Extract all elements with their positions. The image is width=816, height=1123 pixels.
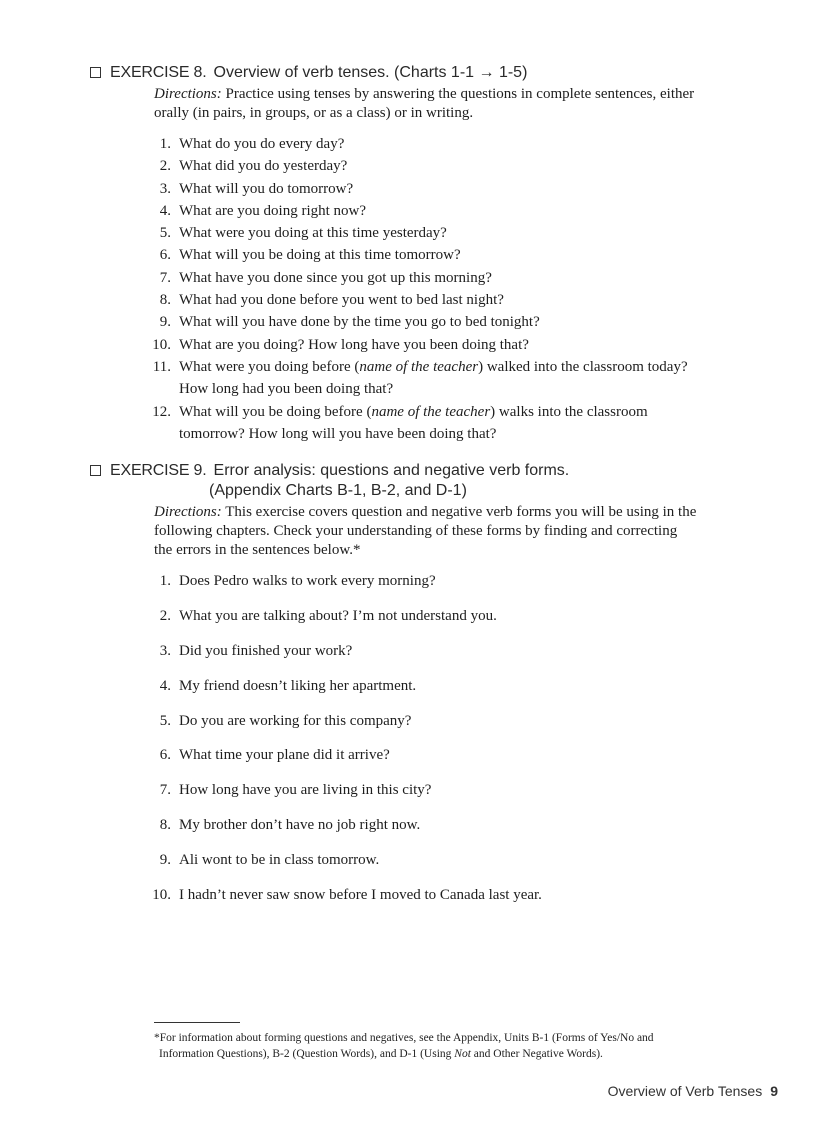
exercise-8-label: EXERCISE 8. xyxy=(110,64,207,81)
list-item xyxy=(143,815,783,850)
item-text: What did you do yesterday? xyxy=(179,158,348,175)
exercise-9-subtitle: (Appendix Charts B-1, B-2, and D-1) xyxy=(209,482,467,499)
list-item xyxy=(143,850,783,885)
item-text: What will you be doing at this time tomorrow? xyxy=(179,247,461,264)
directions-label: Directions: xyxy=(154,504,222,520)
item-text: My brother don’t have no job right now. xyxy=(179,817,421,834)
item-number: 4. xyxy=(159,677,171,694)
exercise-8-directions xyxy=(154,85,774,123)
list-item xyxy=(143,606,783,641)
item-text: What have you done since you got up this morning? xyxy=(179,269,492,286)
item-text: What you are talking about? I’m not understand you. xyxy=(179,607,497,624)
footnote-line xyxy=(154,1046,754,1062)
exercise-9-title: Error analysis: questions and negative verb forms. xyxy=(213,462,570,479)
footnote-rule xyxy=(154,1022,240,1023)
item-number: 2. xyxy=(159,607,171,624)
list-item xyxy=(143,571,783,606)
directions-text-line: This exercise covers question and negative verb forms you will be using in the xyxy=(225,504,697,520)
list-item xyxy=(143,267,783,289)
exercise-8-checkbox[interactable] xyxy=(90,67,101,78)
item-number: 8. xyxy=(159,817,171,834)
item-number: 12. xyxy=(152,403,171,420)
item-text: Ali wont to be in class tomorrow. xyxy=(179,852,380,869)
directions-text-line: Practice using tenses by answering the questions in complete sentences, either xyxy=(225,86,695,102)
item-number: 7. xyxy=(159,269,171,286)
list-item xyxy=(143,780,783,815)
directions-text-line: orally (in pairs, in groups, or as a class) or in writing. xyxy=(154,105,474,121)
item-number: 6. xyxy=(159,247,171,264)
item-number: 1. xyxy=(159,136,171,152)
item-number: 11. xyxy=(152,358,171,375)
item-number: 5. xyxy=(159,712,171,729)
exercise-9-checkbox[interactable] xyxy=(90,465,101,476)
item-text: What are you doing? How long have you been doing that? xyxy=(179,336,529,353)
item-text: I hadn’t never saw snow before I moved to Canada last year. xyxy=(179,887,542,904)
exercise-8-title: Overview of verb tenses. (Charts 1-1 → 1-5) xyxy=(213,64,528,81)
item-text: What had you done before you went to bed last night? xyxy=(179,292,504,309)
list-item xyxy=(143,745,783,780)
list-item xyxy=(143,244,783,266)
list-item xyxy=(143,133,783,155)
item-number: 5. xyxy=(159,225,171,242)
item-text-italic: name of the teacher xyxy=(371,403,491,420)
list-item xyxy=(143,641,783,676)
list-item xyxy=(143,222,783,244)
item-number: 8. xyxy=(159,292,171,309)
exercise-9-list xyxy=(143,571,783,920)
item-number: 3. xyxy=(159,180,171,197)
item-text: How long have you are living in this city? xyxy=(179,782,432,799)
directions-label: Directions: xyxy=(154,86,222,102)
item-number: 9. xyxy=(159,852,171,869)
page-number: 9 xyxy=(770,1083,778,1099)
footnote-text: and Other Negative Words). xyxy=(470,1048,603,1060)
list-item xyxy=(143,356,783,378)
item-number: 7. xyxy=(159,782,171,799)
item-text: My friend doesn’t liking her apartment. xyxy=(179,677,417,694)
item-number: 3. xyxy=(159,642,171,659)
list-item xyxy=(143,334,783,356)
exercise-9-directions xyxy=(154,503,784,560)
item-text: ) walked into the classroom today? xyxy=(478,358,688,375)
list-item xyxy=(143,401,783,423)
list-item xyxy=(143,311,783,333)
item-text: Did you finished your work? xyxy=(179,642,353,659)
item-text: What will you be doing before ( xyxy=(179,403,372,420)
exercise-9-heading xyxy=(90,462,569,480)
item-text: What were you doing before ( xyxy=(179,358,360,375)
item-text: What are you doing right now? xyxy=(179,202,367,219)
list-item xyxy=(143,711,783,746)
item-text: Does Pedro walks to work every morning? xyxy=(179,573,436,589)
list-item-continuation xyxy=(143,378,783,400)
item-number: 10. xyxy=(152,336,171,353)
running-footer-title: Overview of Verb Tenses xyxy=(607,1083,763,1099)
item-text: Do you are working for this company? xyxy=(179,712,412,729)
list-item xyxy=(143,885,783,920)
item-text: What will you do tomorrow? xyxy=(179,180,354,197)
footnote-line: *For information about forming questions and negatives, see the Appendix, Units B-1 (Forms of Yes/No and xyxy=(154,1032,654,1044)
footnote-text-italic: Not xyxy=(454,1048,471,1060)
item-text-italic: name of the teacher xyxy=(359,358,479,375)
list-item xyxy=(143,155,783,177)
item-text: What were you doing at this time yesterday? xyxy=(179,225,447,242)
running-footer xyxy=(608,1083,778,1099)
item-number: 9. xyxy=(159,314,171,331)
exercise-8-list xyxy=(143,133,783,445)
list-item xyxy=(143,200,783,222)
list-item xyxy=(143,289,783,311)
item-text: tomorrow? How long will you have been doing that? xyxy=(179,425,497,442)
item-text: What do you do every day? xyxy=(179,136,345,152)
directions-text-line: following chapters. Check your understanding of these forms by finding and correcting xyxy=(154,523,678,539)
exercise-9-label: EXERCISE 9. xyxy=(110,462,207,479)
footnote xyxy=(154,1030,754,1062)
list-item xyxy=(143,676,783,711)
item-number: 2. xyxy=(159,158,171,175)
directions-text-line: the errors in the sentences below.* xyxy=(154,542,361,558)
item-text: How long had you been doing that? xyxy=(179,381,394,398)
list-item-continuation xyxy=(143,423,783,445)
item-number: 4. xyxy=(159,202,171,219)
footnote-text: Information Questions), B-2 (Question Words), and D-1 (Using xyxy=(159,1048,455,1060)
item-number: 6. xyxy=(159,747,171,764)
exercise-8-heading xyxy=(90,64,527,82)
item-number: 10. xyxy=(152,887,171,904)
list-item xyxy=(143,178,783,200)
item-text: ) walks into the classroom xyxy=(490,403,648,420)
item-number: 1. xyxy=(159,573,171,589)
item-text: What will you have done by the time you go to bed tonight? xyxy=(179,314,540,331)
item-text: What time your plane did it arrive? xyxy=(179,747,390,764)
